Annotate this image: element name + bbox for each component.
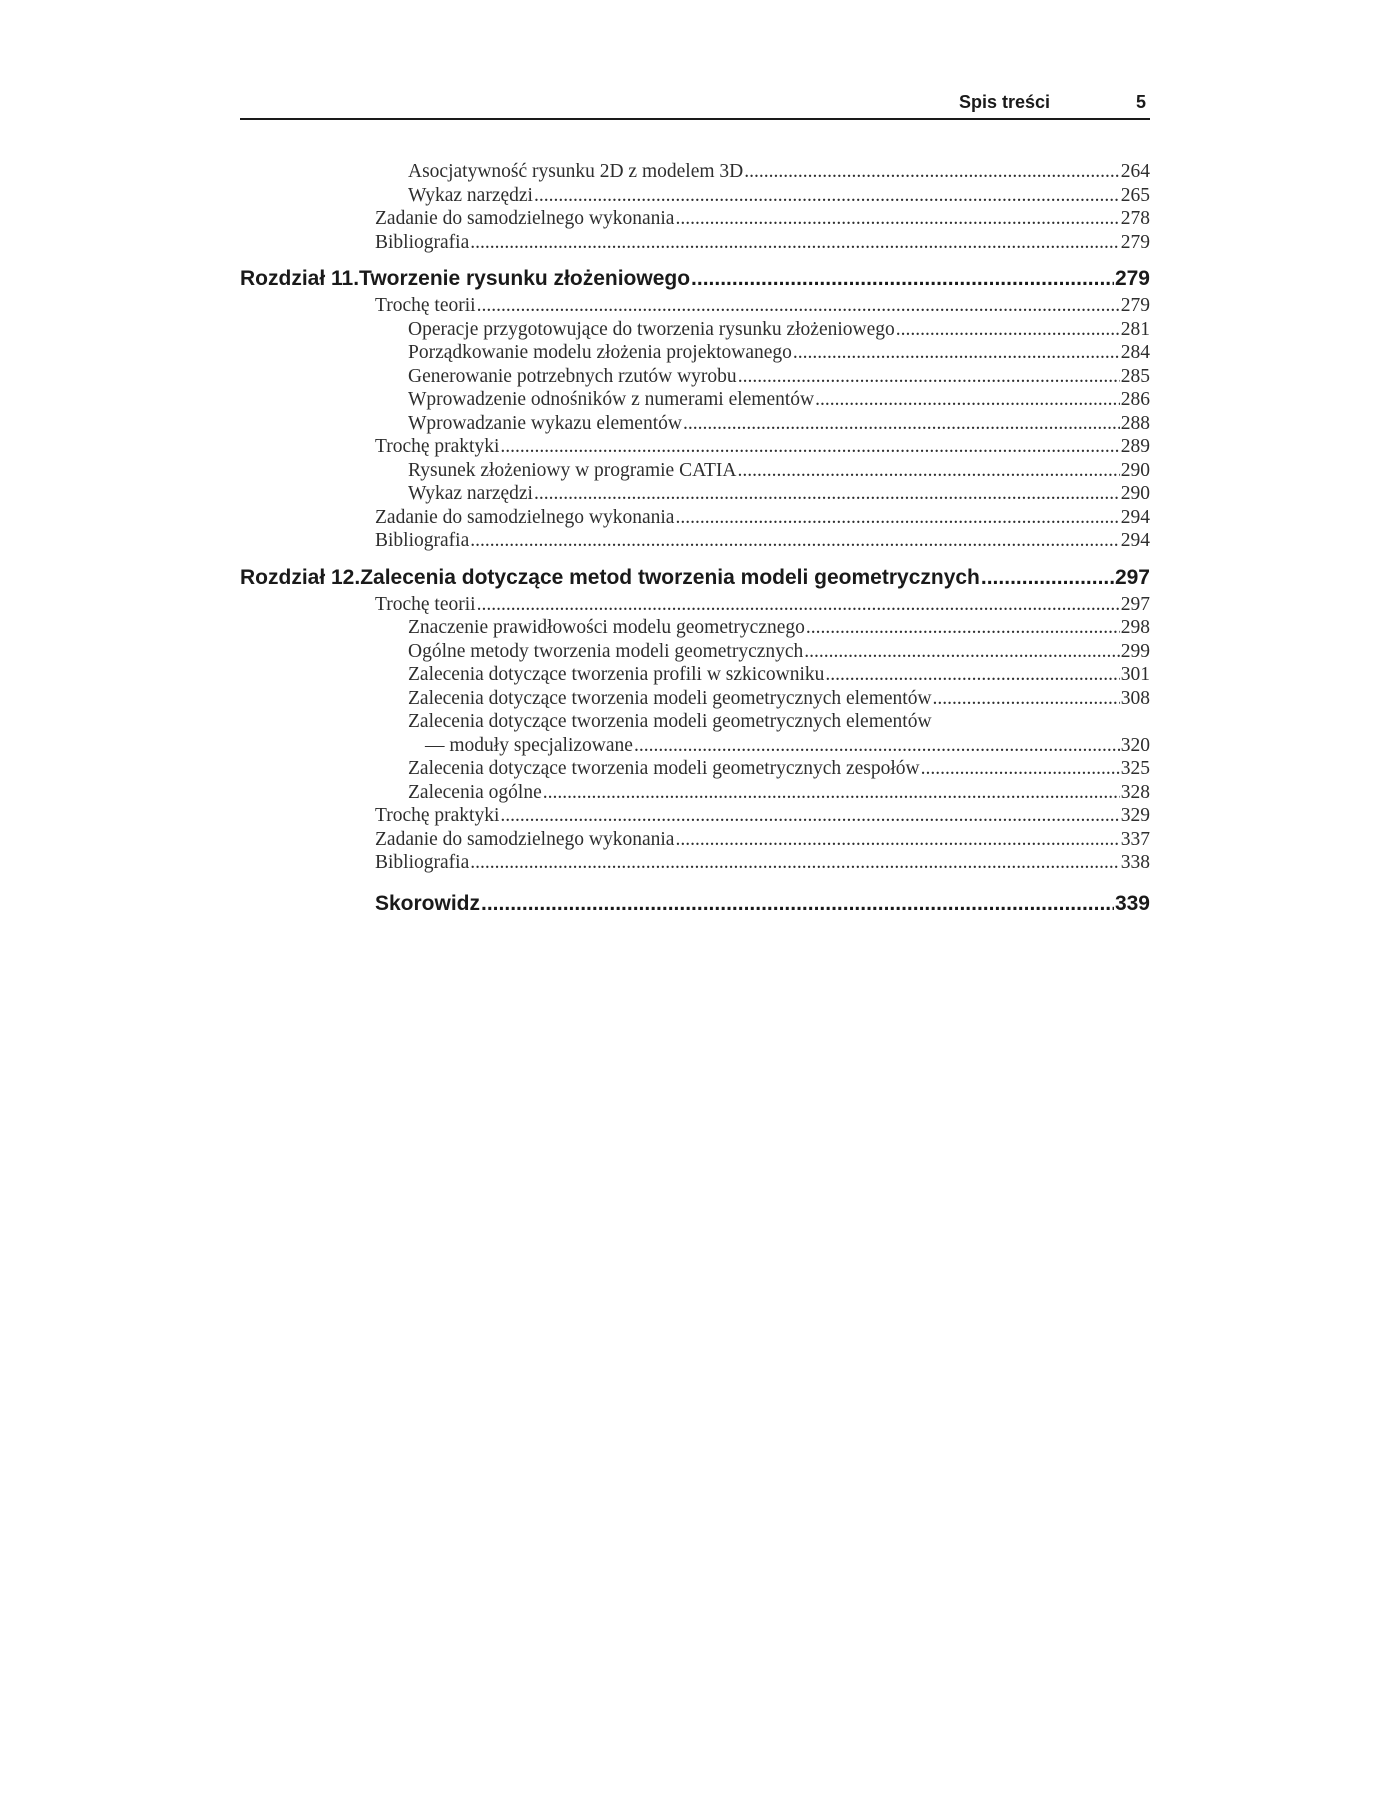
toc-entry-title: Wprowadzanie wykazu elementów (408, 412, 682, 434)
toc-entry-title: Ogólne metody tworzenia modeli geometrycznych (408, 640, 804, 662)
running-header (240, 88, 1150, 120)
toc-entry-row (240, 207, 1150, 231)
dot-leader (534, 482, 1120, 506)
dot-leader (543, 781, 1120, 805)
dot-leader (534, 184, 1120, 208)
toc-entry-title: Znaczenie prawidłowości modelu geometrycznego (408, 617, 805, 638)
dot-leader (470, 231, 1120, 255)
toc-entry-row (240, 734, 1150, 758)
toc-entry-row (240, 341, 1150, 365)
toc-page-number: 264 (1120, 161, 1150, 182)
dot-leader (921, 757, 1120, 781)
dot-leader (634, 734, 1120, 758)
toc-entry-title: Zadanie do samodzielnego wykonania (375, 208, 675, 229)
toc-entry-title: Tworzenie rysunku złożeniowego (359, 267, 691, 290)
toc-entry-title: Zalecenia dotyczące metod tworzenia modeli geometrycznych (360, 565, 980, 589)
toc-page-number: 299 (1120, 640, 1150, 662)
dot-leader (500, 804, 1119, 828)
dot-leader (933, 687, 1120, 711)
dot-leader (804, 640, 1119, 664)
dot-leader (477, 294, 1120, 318)
toc-entry-title: Trochę teorii (375, 593, 476, 615)
toc-page-number: 320 (1120, 734, 1150, 756)
toc-entry-row (240, 593, 1150, 617)
toc-entry-title: Zalecenia dotyczące tworzenia modeli geometrycznych elementów (408, 711, 932, 732)
toc-page-number: 308 (1120, 687, 1150, 709)
toc-entry-title: Wprowadzenie odnośników z numerami elementów (408, 389, 815, 410)
toc-entry-title: Bibliografia (375, 530, 470, 551)
toc-chapter-row (240, 264, 1150, 294)
dot-leader (683, 412, 1120, 436)
toc-page-number: 290 (1120, 459, 1150, 481)
toc-entry-row (240, 160, 1150, 184)
toc-entry-row (240, 757, 1150, 781)
toc-entry-row (240, 231, 1150, 255)
toc-entry-title: — moduły specjalizowane (425, 734, 633, 756)
dot-leader (737, 459, 1119, 483)
toc-page-number: 329 (1120, 805, 1150, 826)
toc-entry-row (240, 459, 1150, 483)
toc-page-number: 279 (1120, 231, 1150, 253)
toc-page-number: 338 (1120, 852, 1150, 873)
toc-page-number: 279 (1120, 295, 1150, 316)
toc-entry-row (240, 365, 1150, 389)
header-section-title: Spis treści (958, 92, 1050, 112)
toc-entry-row (240, 435, 1150, 459)
toc-entry-title: Trochę praktyki (375, 805, 500, 826)
toc-entry-title: Trochę praktyki (375, 436, 500, 457)
toc-page-number: 289 (1120, 436, 1150, 457)
dot-leader (675, 506, 1119, 530)
toc-entry-title: Zalecenia dotyczące tworzenia modeli geometrycznych elementów (408, 687, 932, 709)
dot-leader (470, 529, 1120, 553)
toc-page-number: 294 (1120, 530, 1150, 551)
toc-page-number: 285 (1120, 365, 1150, 387)
toc-entry-row (240, 616, 1150, 640)
dot-leader (744, 160, 1120, 184)
dot-leader (981, 563, 1114, 593)
toc-entry-title: Porządkowanie modelu złożenia projektowanego (408, 342, 792, 363)
toc-page-number: 298 (1120, 617, 1150, 638)
toc-entry-row (240, 828, 1150, 852)
toc-page-number: 294 (1120, 506, 1150, 528)
toc-page-number: 328 (1120, 781, 1150, 803)
toc-entry-row (240, 663, 1150, 687)
dot-leader (815, 388, 1120, 412)
dot-leader (793, 341, 1120, 365)
toc-page-number: 301 (1120, 664, 1150, 685)
dot-leader (500, 435, 1119, 459)
toc-entry-title: Zalecenia dotyczące tworzenia profili w szkicowniku (408, 664, 825, 685)
toc-entry-row (240, 388, 1150, 412)
toc-entry-row (240, 851, 1150, 875)
toc-page-number: 288 (1120, 412, 1150, 434)
toc-chapter-row (240, 563, 1150, 593)
toc-entry-title: Bibliografia (375, 231, 470, 253)
dot-leader (896, 318, 1120, 342)
toc-entry-title: Wykaz narzędzi (408, 483, 533, 504)
toc-entry-title: Wykaz narzędzi (408, 184, 533, 206)
dot-leader (691, 264, 1114, 294)
chapter-number: Rozdział 12. (240, 565, 361, 589)
toc-entry-title: Generowanie potrzebnych rzutów wyrobu (408, 365, 737, 387)
toc-entry-title: Asocjatywność rysunku 2D z modelem 3D (408, 161, 744, 182)
dot-leader (825, 663, 1119, 687)
dot-leader (481, 889, 1114, 919)
toc-entry-title: Zadanie do samodzielnego wykonania (375, 506, 675, 528)
table-of-contents (240, 160, 1150, 919)
toc-entry-title: Rysunek złożeniowy w programie CATIA (408, 459, 737, 481)
toc-entry-title: Zalecenia dotyczące tworzenia modeli geometrycznych zespołów (408, 758, 920, 779)
toc-entry-row (240, 184, 1150, 208)
toc-entry-row (240, 710, 1150, 734)
toc-page-number: 325 (1120, 758, 1150, 779)
dot-leader (738, 365, 1120, 389)
toc-entry-row (240, 804, 1150, 828)
toc-page-number: 339 (1114, 891, 1150, 915)
toc-entry-row (240, 506, 1150, 530)
toc-entry-title: Zalecenia ogólne (408, 781, 542, 803)
toc-entry-row (240, 482, 1150, 506)
toc-entry-row (240, 687, 1150, 711)
toc-page-number: 290 (1120, 483, 1150, 504)
toc-entry-row (240, 318, 1150, 342)
dot-leader (470, 851, 1120, 875)
toc-page-number: 278 (1120, 208, 1150, 229)
toc-page-number: 297 (1120, 593, 1150, 615)
toc-entry-title: Trochę teorii (375, 295, 476, 316)
toc-index-row (240, 889, 1150, 919)
toc-entry-title: Skorowidz (375, 891, 481, 915)
chapter-number: Rozdział 11. (240, 267, 360, 290)
dot-leader (477, 593, 1120, 617)
header-page-number: 5 (1135, 92, 1146, 112)
dot-leader (806, 616, 1120, 640)
toc-entry-row (240, 781, 1150, 805)
toc-page-number: 279 (1114, 267, 1150, 290)
toc-entry-row (240, 294, 1150, 318)
toc-page-number: 337 (1120, 828, 1150, 850)
dot-leader (675, 207, 1119, 231)
toc-entry-title: Zadanie do samodzielnego wykonania (375, 828, 675, 850)
toc-page-number: 265 (1120, 184, 1150, 206)
toc-entry-row (240, 412, 1150, 436)
toc-page-number: 286 (1120, 389, 1150, 410)
toc-entry-title: Bibliografia (375, 852, 470, 873)
toc-entry-row (240, 640, 1150, 664)
toc-entry-row (240, 529, 1150, 553)
toc-page-number: 297 (1114, 565, 1150, 589)
toc-page-number: 284 (1120, 342, 1150, 363)
toc-page-number: 281 (1120, 318, 1150, 340)
dot-leader (675, 828, 1119, 852)
toc-entry-title: Operacje przygotowujące do tworzenia rysunku złożeniowego (408, 318, 895, 340)
